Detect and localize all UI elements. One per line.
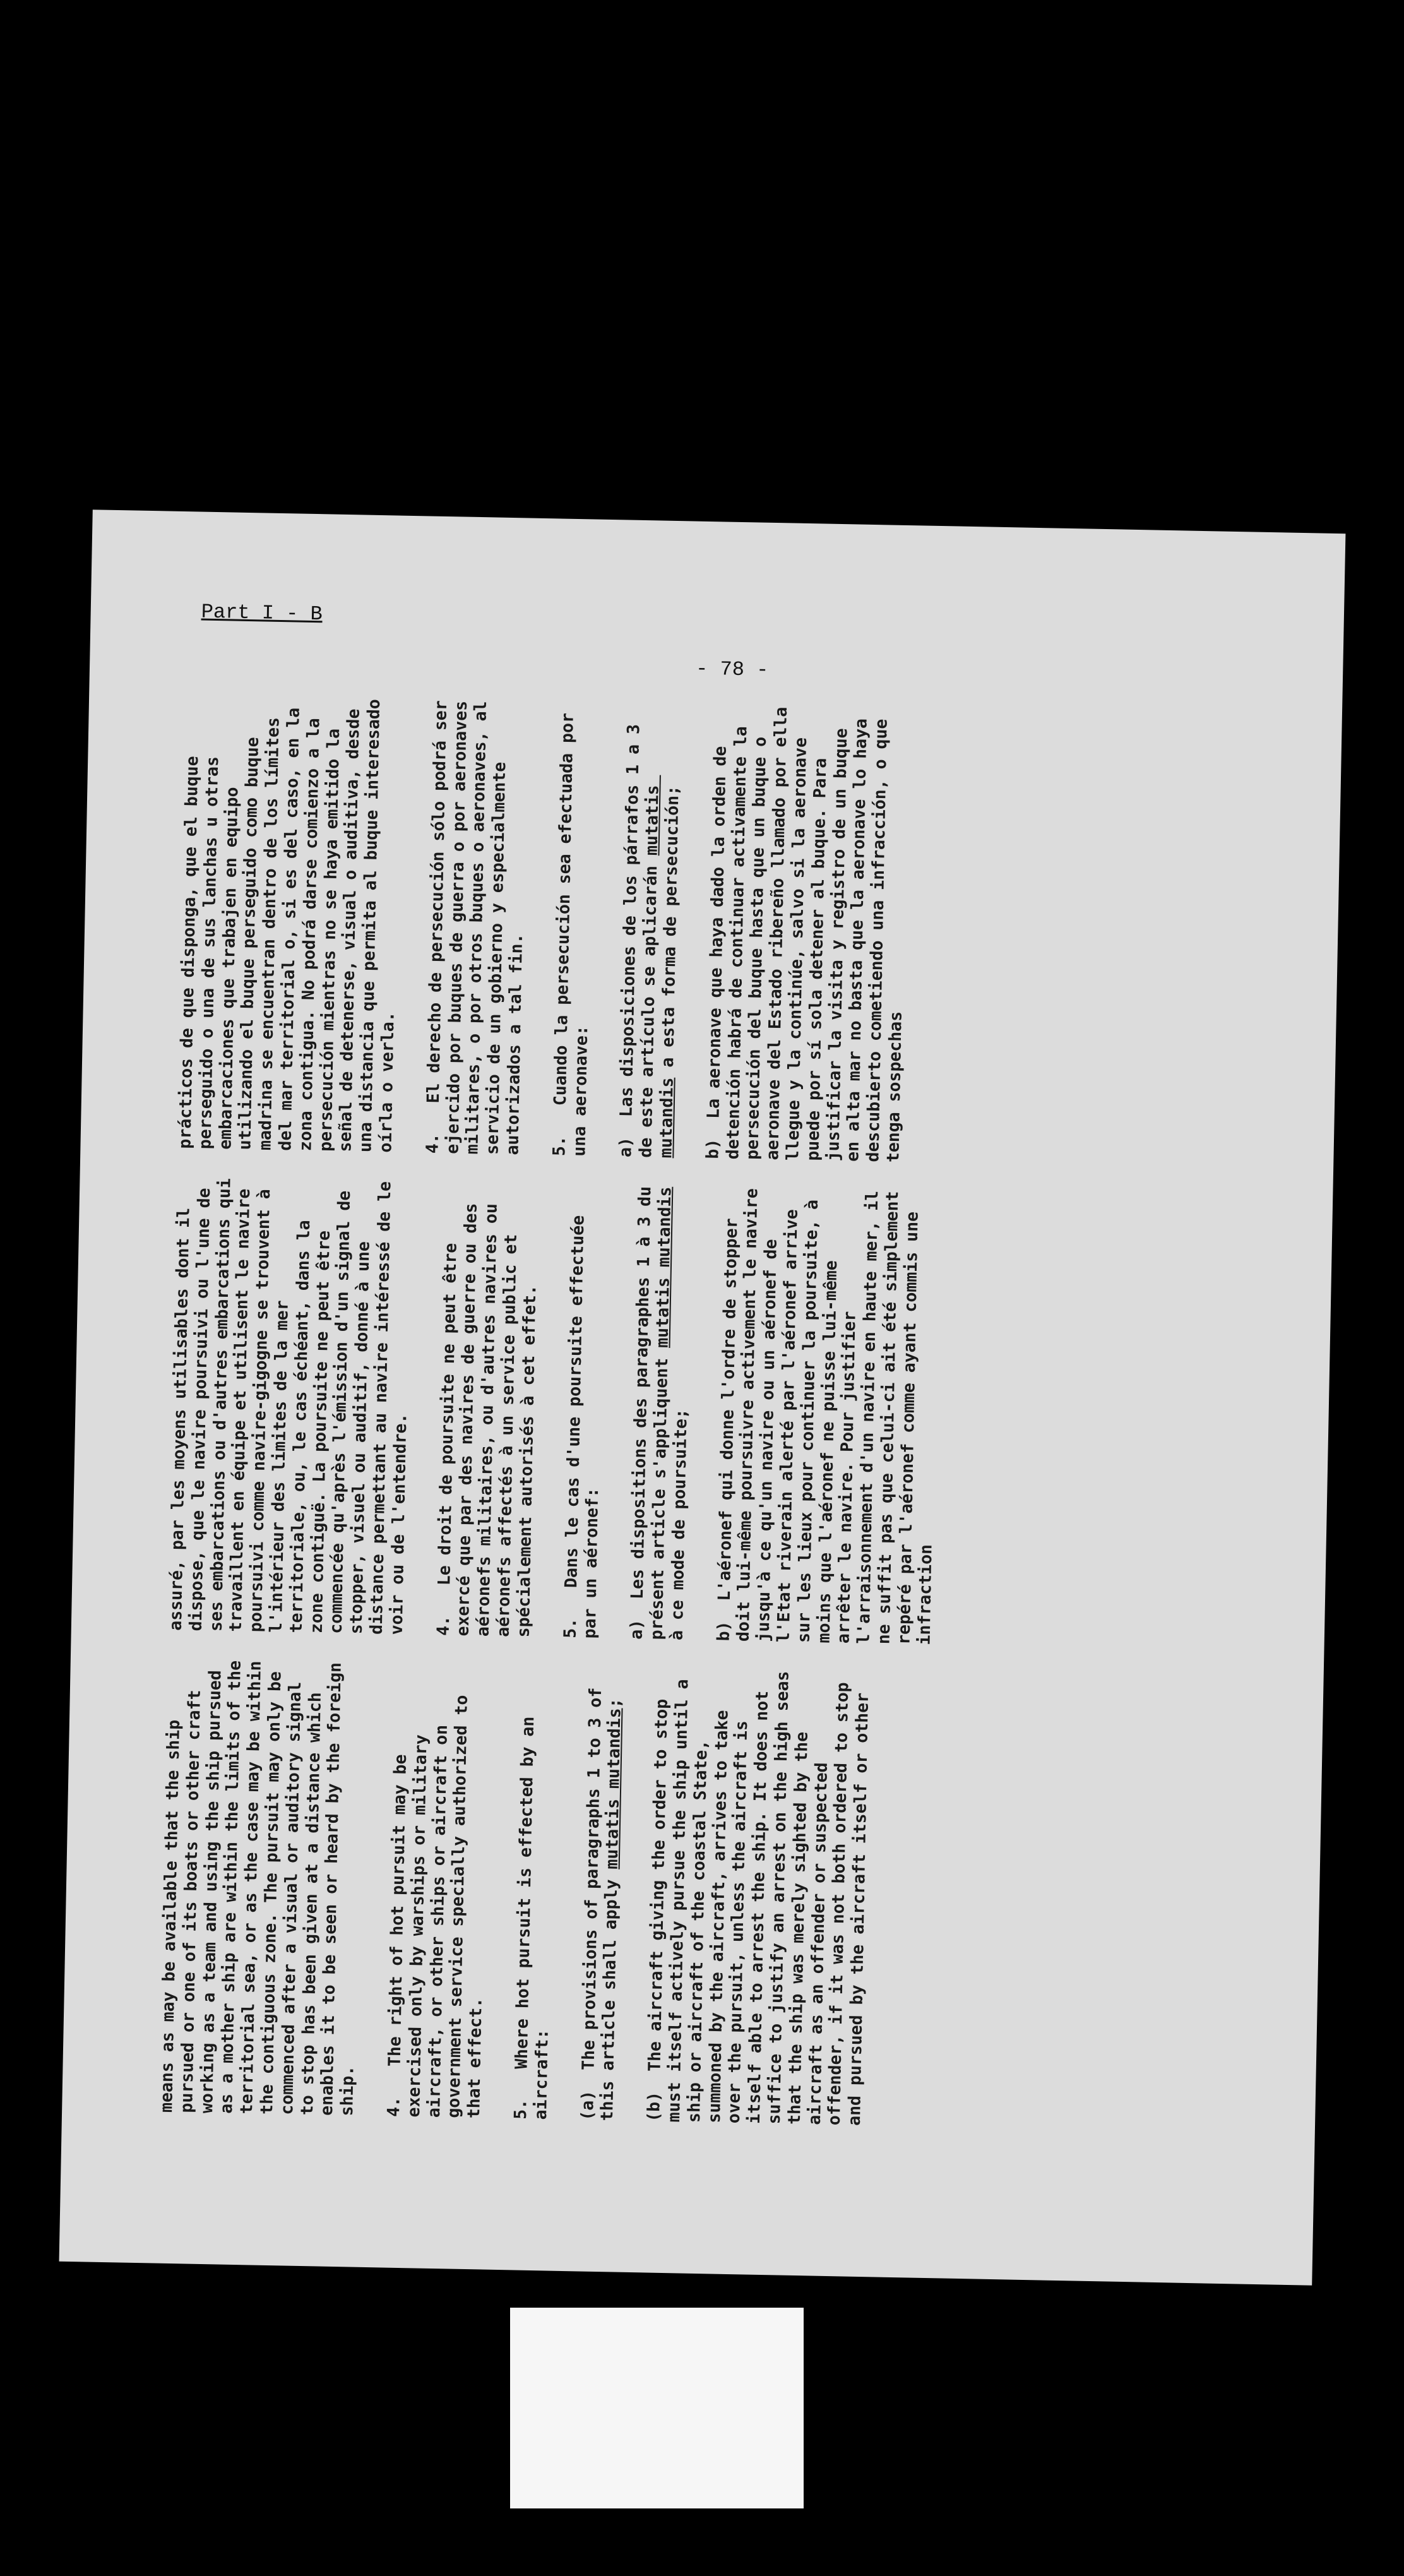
french-paragraph-a [626, 1176, 696, 1641]
spanish-paragraph-5: 5. Cuando la persecución sea efectuada por una aeronave: [549, 702, 592, 1157]
page-number: - 78 - [695, 657, 769, 682]
english-paragraph-intro: means as may be available that the ship pursued or one of its boats or other craft working as a team and using the ship pursued as a mother ship are within the limits of the territorial sea, or as the case may be within the contiguous zone. The pursuit may only be commenced after a visual or auditory signal to stop has been given at a distance which enables it to be seen or heard by the foreign ship. [157, 1650, 358, 2116]
spanish-column [175, 688, 1257, 1172]
french-mutatis-mutandis: mutatis mutandis [652, 1186, 675, 1349]
english-mutatis-mutandis: mutatis mutandis [602, 1708, 625, 1869]
spanish-paragraph-a-end: a esta forma de persecución; [657, 785, 683, 1078]
english-paragraph-4: 4. The right of hot pursuit may be exercised only by warships or military aircraft, or other ships or aircraft on government service specially authorized to that effect. [384, 1685, 486, 2119]
french-paragraph-intro: assuré, par les moyens utilisables dont il dispose, que le navire poursuivi ou l'une de ses embarcations ou d'autres embarcations qui travaillent en équipe et utilisent le navire poursuivi comme navire-gigogne se trouvent à l'intérieur des limites de la mer territoriale, ou, le cas échéant, dans la zone contiguë. La poursuite ne peut être commencée qu'après l'émission d'un signal de stopper, visuel ou auditif, donné à une distance permettant au navire intéressé de le voir ou de l'entendre. [165, 1167, 411, 1635]
english-column [157, 1652, 1239, 2135]
spanish-paragraph-4: 4. El derecho de persecución sólo podrá ser ejercido por buques de guerra o por aeronaves militares, o por otros buques o aeronaves, al servicio de un gobierno y especialmente autorizados a tal fin. [422, 689, 527, 1155]
rotated-text-area [157, 688, 1216, 2126]
spanish-paragraph-a [616, 699, 685, 1158]
blank-paper-slip [510, 2308, 804, 2508]
spanish-mutatis-mutandis: mutatis mutandis [641, 775, 677, 1159]
english-paragraph-a [578, 1662, 627, 2121]
english-paragraph-5: 5. Where hot pursuit is effected by an aircraft: [510, 1706, 552, 2120]
french-paragraph-a-text: a) Les dispositions des paragraphes 1 à 3 du présent article s'appliquent [626, 1176, 672, 1640]
english-paragraph-a-text: (a) The provisions of paragraphs 1 to 3 of this article shall apply [577, 1677, 622, 2121]
french-paragraph-b: b) L'aéronef qui donne l'ordre de stopper doit lui-même poursuivre activement le navire jusqu'à ce qu'un navire ou un aéronef de l'Etat riverain alerté par l'aéronef arrive sur les lieux pour continuer la poursuite, à moins que l'aéronef ne puisse lui-même arrêter le navire. Pour justifier l'arraisonnement d'un navire en haute mer, il ne suffit pas que celui-ci ait été simplement repéré par l'aéronef comme ayant commis une infraction [713, 1178, 936, 1645]
three-language-columns [157, 688, 1257, 2135]
document-page [59, 510, 1346, 2286]
french-paragraph-4: 4. Le droit de poursuite ne peut être exercé que par des navires de guerre ou des aéronefs militaires, ou d'autres navires ou aéronefs affectés à un service public et spécialement autorisés à cet effet. [433, 1193, 540, 1638]
spanish-paragraph-b: b) La aeronave que haya dado la orden de detención habrá de continuar activamente la persecución del buque hasta que un buque o aeronave del Estado ribereño llamado por ella llegue y la continúe, salvo si la aeronave puede por sí sola detener al buque. Para justificar la visita y registro de un buque en alta mar no basta que la aeronave lo haya descubierto cometiendo una infracción, o que tenga sospechas [702, 696, 906, 1163]
english-paragraph-a-end: ; [605, 1698, 626, 1708]
part-heading: Part I - B [201, 600, 323, 626]
spanish-paragraph-a-text: a) Las disposiciones de los párrafos 1 a 3 de este artículo se aplicarán [616, 713, 662, 1158]
english-paragraph-b: (b) The aircraft giving the order to stop must itself actively pursue the ship until a ship or aircraft of the coastal State, summoned by the aircraft, arrives to take over the pursuit, unless the aircraft is itself able to arrest the ship. It does not suffice to justify an arrest on the high seas that the ship was merely sighted by the aircraft as an offender or suspected offender, if it was not both ordered to stop and pursued by the aircraft itself or other [644, 1661, 873, 2126]
spanish-paragraph-intro: prácticos de que disponga, que el buque perseguido o una de sus lanchas u otras embarcaciones que trabajen en equipo utilizando el buque perseguido como buque madrina se encuentran dentro de los límites del mar territorial o, si es del caso, en la zona contigua. No podrá darse comienzo a la persecución mientras no se haya emitido la señal de detenerse, visual o auditiva, desde una distancia que permita al buque interesado oírla o verla. [175, 688, 398, 1153]
french-paragraph-5: 5. Dans le cas d'une poursuite effectuée par un aéronef: [560, 1205, 603, 1639]
french-column [165, 1167, 1248, 1654]
french-paragraph-a-end: à ce mode de poursuite; [655, 1176, 691, 1641]
